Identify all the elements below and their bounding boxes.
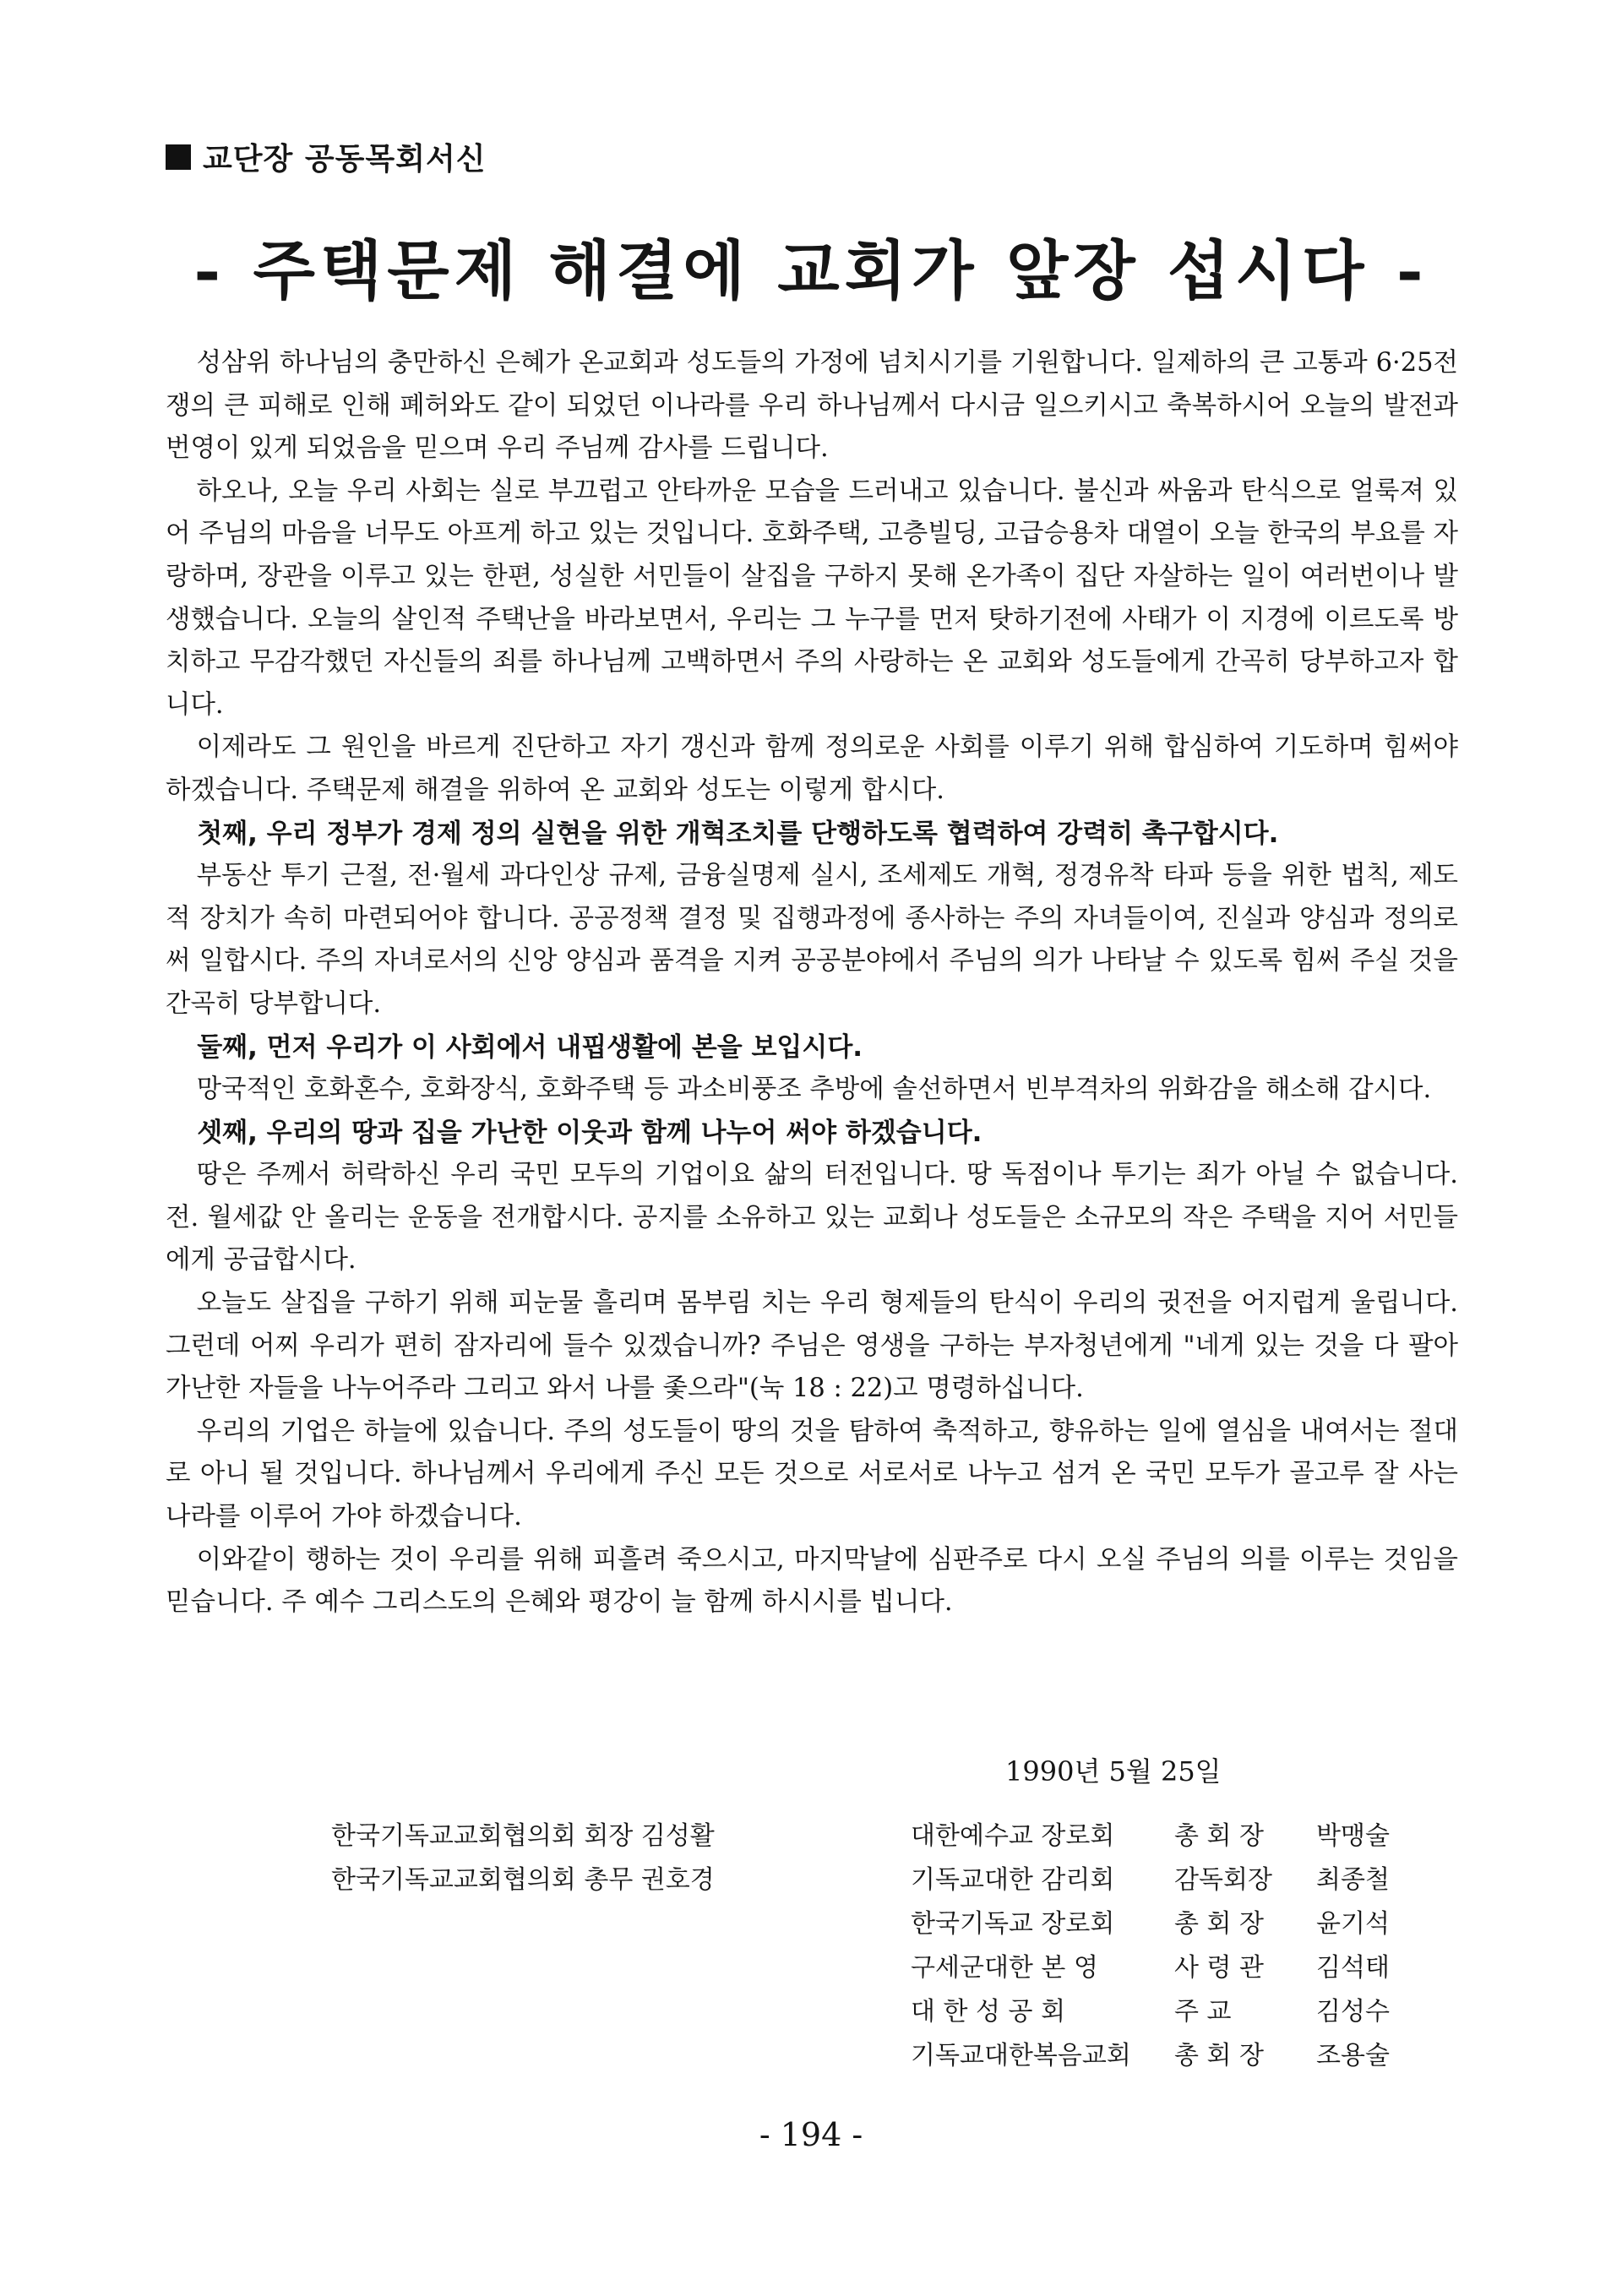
signer-name: 김성수 xyxy=(1316,1997,1390,2027)
signer-org: 대 한 성 공 회 xyxy=(911,1997,1066,2027)
page-number: - 194 - xyxy=(759,2116,863,2153)
body-paragraph: 우리의 기업은 하늘에 있습니다. 주의 성도들이 땅의 것을 탐하여 축적하고, 향유하는 일에 열심을 내여서는 절대로 아니 될 것입니다. 하나님께서 우리에게 주신 모든 것으로 서로서로 나누고 섬겨 온 국민 모두가 골고루 잘 사는 나라를 이루어 가야 하겠습니다. xyxy=(166,1416,1458,1532)
letter-date: 1990년 5월 25일 xyxy=(1005,1755,1222,1787)
body-paragraph: 하오나, 오늘 우리 사회는 실로 부끄럽고 안타까운 모습을 드러내고 있습니다. 불신과 싸움과 탄식으로 얼룩져 있어 주님의 마음을 너무도 아프게 하고 있는 것입니다. 호화주택, 고층빌딩, 고급승용차 대열이 오늘 한국의 부요를 자랑하며, 장관을 이루고 있는 한편, 성실한 서민들이 살집을 구하지 못해 온가족이 집단 자살하는 일이 여러번이나 발생했습니다. 오늘의 살인적 주택난을 바라보면서, 우리는 그 누구를 먼저 탓하기전에 사태가 이 지경에 이르도록 방치하고 무감각했던 자신들의 죄를 하나님께 고백하면서 주의 사랑하는 온 교회와 성도들에게 간곡히 당부하고자 합니다. xyxy=(166,476,1458,720)
letter-body xyxy=(166,342,1458,1624)
signer-row xyxy=(911,1858,1418,1902)
signer-title: 총 회 장 xyxy=(1174,1821,1265,1851)
section-header xyxy=(166,135,487,178)
signer-title: 사 령 관 xyxy=(1174,1953,1265,1983)
signer-name: 박맹술 xyxy=(1316,1821,1390,1851)
signer-org: 기독교대한복음교회 xyxy=(911,2041,1131,2070)
section-heading: 둘째, 먼저 우리가 이 사회에서 내핍생활에 본을 보입시다. xyxy=(197,1031,863,1063)
signer-name: 최종철 xyxy=(1316,1865,1390,1895)
black-square-icon xyxy=(166,144,191,170)
signer-name: 김석태 xyxy=(1316,1953,1390,1983)
signer-line: 한국기독교교회협의회 총무 권호경 xyxy=(331,1865,715,1895)
signer-org: 한국기독교 장로회 xyxy=(911,1909,1115,1939)
signer-title: 총 회 장 xyxy=(1174,2041,1265,2070)
signers-left xyxy=(331,1814,715,1902)
body-paragraph: 땅은 주께서 허락하신 우리 국민 모두의 기업이요 삶의 터전입니다. 땅 독점이나 투기는 죄가 아닐 수 없습니다. 전. 월세값 안 올리는 운동을 전개합시다. 공지를 소유하고 있는 교회나 성도들은 소규모의 작은 주택을 지어 서민들에게 공급합시다. xyxy=(166,1160,1458,1276)
signer-row xyxy=(911,1902,1418,1946)
body-paragraph: 성삼위 하나님의 충만하신 은혜가 온교회과 성도들의 가정에 넘치시기를 기원합니다. 일제하의 큰 고통과 6·25전쟁의 큰 피해로 인해 폐허와도 같이 되었던 이나라를 우리 하나님께서 다시금 일으키시고 축복하시어 오늘의 발전과 번영이 있게 되었음을 믿으며 우리 주님께 감사를 드립니다. xyxy=(166,348,1458,464)
signer-name: 윤기석 xyxy=(1316,1909,1390,1939)
signer-org: 기독교대한 감리회 xyxy=(911,1865,1115,1895)
section-heading: 셋째, 우리의 땅과 집을 가난한 이웃과 함께 나누어 써야 하겠습니다. xyxy=(197,1117,982,1148)
signer-title: 감독회장 xyxy=(1174,1865,1272,1895)
section-header-label: 교단장 공동목회서신 xyxy=(203,142,487,177)
body-paragraph: 오늘도 살집을 구하기 위해 피눈물 흘리며 몸부림 치는 우리 형제들의 탄식이 우리의 귓전을 어지럽게 울립니다. 그런데 어찌 우리가 편히 잠자리에 들수 있겠습니까? 주님은 영생을 구하는 부자청년에게 "네게 있는 것을 다 팔아 가난한 자들을 나누어주라 그리고 와서 나를 좇으라"(눅 18 : 22)고 명령하십니다. xyxy=(166,1288,1458,1404)
signer-title: 총 회 장 xyxy=(1174,1909,1265,1939)
signer-row xyxy=(911,1946,1418,1990)
signer-title: 주 교 xyxy=(1174,1997,1232,2027)
signer-name: 조용술 xyxy=(1316,2041,1390,2070)
signers-right xyxy=(911,1814,1418,2078)
signer-org: 대한예수교 장로회 xyxy=(911,1821,1115,1851)
signer-line: 한국기독교교회협의회 회장 김성활 xyxy=(331,1821,715,1851)
signer-row xyxy=(911,2034,1418,2078)
section-heading: 첫째, 우리 정부가 경제 정의 실현을 위한 개혁조치를 단행하도록 협력하여 강력히 촉구합시다. xyxy=(197,818,1279,849)
body-paragraph: 망국적인 호화혼수, 호화장식, 호화주택 등 과소비풍조 추방에 솔선하면서 빈부격차의 위화감을 해소해 갑시다. xyxy=(196,1075,1432,1105)
signer-row xyxy=(911,1990,1418,2034)
page-title: - 주택문제 해결에 교회가 앞장 섭시다 - xyxy=(193,233,1429,308)
signer-row xyxy=(911,1814,1418,1858)
signer-org: 구세군대한 본 영 xyxy=(911,1953,1098,1983)
body-paragraph: 이제라도 그 원인을 바르게 진단하고 자기 갱신과 함께 정의로운 사회를 이루기 위해 합심하여 기도하며 힘써야 하겠습니다. 주택문제 해결을 위하여 온 교회와 성도는 이렇게 합시다. xyxy=(166,732,1458,805)
body-paragraph: 부동산 투기 근절, 전·월세 과다인상 규제, 금융실명제 실시, 조세제도 개혁, 정경유착 타파 등을 위한 법칙, 제도적 장치가 속히 마련되어야 합니다. 공공정책 결정 및 집행과정에 종사하는 주의 자녀들이여, 진실과 양심과 정의로써 일합시다. 주의 자녀로서의 신앙 양심과 품격을 지켜 공공분야에서 주님의 의가 나타날 수 있도록 힘써 주실 것을 간곡히 당부합니다. xyxy=(166,861,1458,1019)
body-paragraph: 이와같이 행하는 것이 우리를 위해 피흘려 죽으시고, 마지막날에 심판주로 다시 오실 주님의 의를 이루는 것임을 믿습니다. 주 예수 그리스도의 은혜와 평강이 늘 함께 하시시를 빕니다. xyxy=(166,1544,1458,1618)
